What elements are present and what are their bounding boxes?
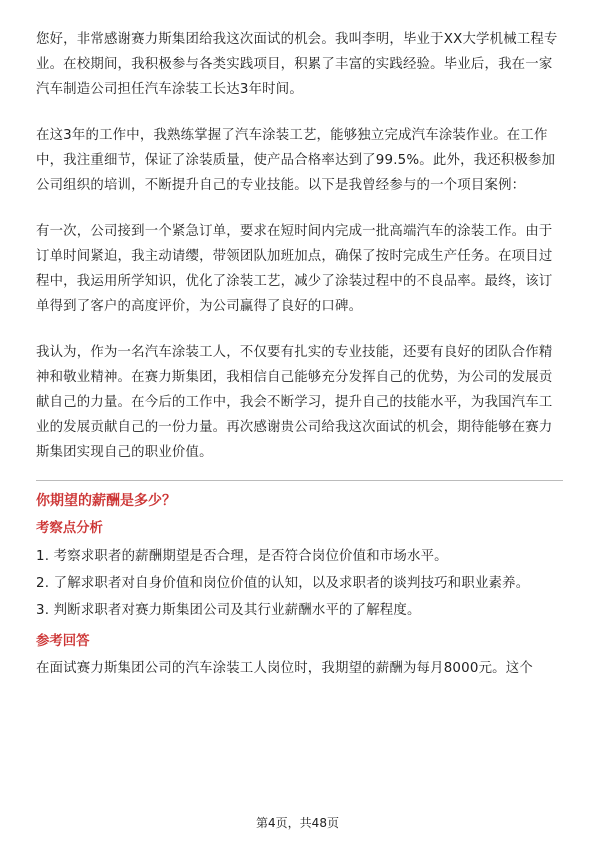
page-footer: 第4页，共48页 <box>256 816 339 830</box>
analysis-point: 3. 判断求职者对赛力斯集团公司及其行业薪酬水平的了解程度。 <box>36 603 421 618</box>
analysis-heading: 考察点分析 <box>36 521 103 536</box>
project-case-paragraph: 有一次，公司接到一个紧急订单，要求在短时间内完成一批高端汽车的涂装工作。由于订单时间紧迫，我主动请缨，带领团队加班加点，确保了按时完成生产任务。在项目过程中，我运用所学知识，优化了涂装工艺，减少了涂装过程中的不良品率。最终，该订单得到了客户的高度评价，为公司赢得了良好的口碑。 <box>36 224 553 314</box>
analysis-list <box>36 543 563 624</box>
intro-paragraph: 您好，非常感谢赛力斯集团给我这次面试的机会。我叫李明，毕业于XX大学机械工程专业。在校期间，我积极参与各类实践项目，积累了丰富的实践经验。毕业后，我在一家汽车制造公司担任汽车涂装工长达3年时间。 <box>36 32 558 97</box>
answer-text: 在面试赛力斯集团公司的汽车涂装工人岗位时，我期望的薪酬为每月8000元。这个 <box>36 661 533 676</box>
question-heading: 你期望的薪酬是多少？ <box>36 493 176 509</box>
page-content <box>36 27 563 681</box>
analysis-point: 1. 考察求职者的薪酬期望是否合理，是否符合岗位价值和市场水平。 <box>36 549 448 564</box>
answer-heading: 参考回答 <box>36 634 90 649</box>
section-divider <box>36 480 563 481</box>
closing-paragraph: 我认为，作为一名汽车涂装工人，不仅要有扎实的专业技能，还要有良好的团队合作精神和敬业精神。在赛力斯集团，我相信自己能够充分发挥自己的优势，为公司的发展贡献自己的力量。在今后的工作中，我会不断学习，提升自己的技能水平，为我国汽车工业的发展贡献自己的一份力量。再次感谢贵公司给我这次面试的机会，期待能够在赛力斯集团实现自己的职业价值。 <box>36 345 553 460</box>
analysis-point: 2. 了解求职者对自身价值和岗位价值的认知，以及求职者的谈判技巧和职业素养。 <box>36 576 530 591</box>
experience-paragraph: 在这3年的工作中，我熟练掌握了汽车涂装工艺，能够独立完成汽车涂装作业。在工作中，我注重细节，保证了涂装质量，使产品合格率达到了99.5%。此外，我还积极参加公司组织的培训，不断提升自己的专业技能。以下是我曾经参与的一个项目案例： <box>36 128 556 193</box>
